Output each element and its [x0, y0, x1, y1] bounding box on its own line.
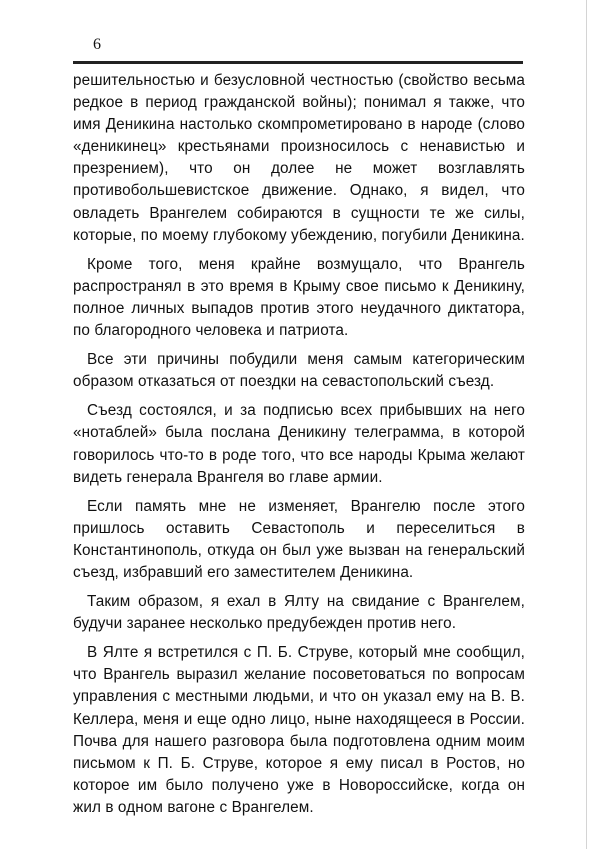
paragraph-6: Таким образом, я ехал в Ялту на свидание с Врангелем, будучи заранее несколько предубежден против него.: [73, 593, 525, 633]
paragraph-5: Если память мне не изменяет, Врангелю после этого пришлось оставить Севастополь и переселиться в Константинополь, откуда он был уже вызван на генеральский съезд, избравший его заместителем Деникина.: [73, 497, 525, 581]
paragraph-1: решительностью и безусловной честностью (свойство весьма редкое в период гражданской войны); понимал я также, что имя Деникина настолько скомпрометировано в народе (слово «деникинец» крестьянами произносилось с ненавистью и презрением), что он долее не может возглавлять противобольшевистское движение. Однако, я видел, что овладеть Врангелем собираются в сущности те же силы, которые, по моему глубокому убеждению, погубили Деникина.: [73, 72, 525, 244]
header-rule: [73, 61, 523, 64]
paragraph-4: Съезд состоялся, и за подписью всех прибывших на него «нотаблей» была послана Деникину телеграмма, в которой говорилось что-то в роде того, что все народы Крыма желают видеть генерала Врангеля во главе армии.: [73, 402, 525, 486]
body-text: [73, 70, 525, 819]
paragraph-7: В Ялте я встретился с П. Б. Струве, который мне сообщил, что Врангель выразил желание посоветоваться по вопросам управления с местными людьми, и что он указал ему на В. В. Келлера, меня и еще одно лицо, ныне находящееся в России. Почва для нашего разговора была подготовлена одним моим письмом к П. Б. Струве, которое я ему писал в Ростов, но которое им было получено уже в Новороссийске, когда он жил в одном вагоне с Врангелем.: [73, 644, 525, 816]
paragraph-2: Кроме того, меня крайне возмущало, что Врангель распространял в это время в Крыму свое письмо к Деникину, полное личных выпадов против этого неудачного диктатора, по благородного человека и патриота.: [73, 255, 525, 340]
right-margin-line: [586, 0, 587, 849]
paragraph-3: Все эти причины побудили меня самым категорическим образом отказаться от поездки на севастопольский съезд.: [73, 351, 525, 391]
page-number: 6: [93, 36, 101, 53]
